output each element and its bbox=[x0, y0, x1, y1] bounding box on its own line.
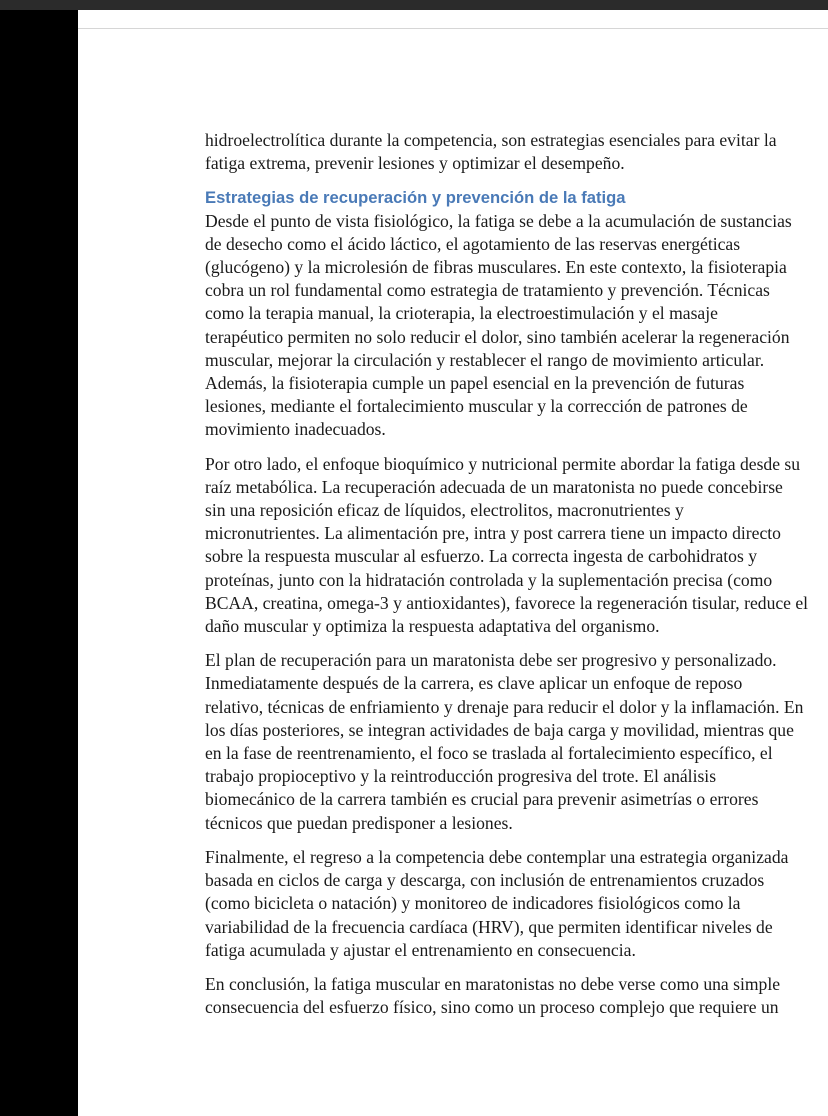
text-line: consecuencia del esfuerzo físico, sino como un proceso complejo que requiere un bbox=[205, 997, 779, 1018]
text-line: En conclusión, la fatiga muscular en maratonistas no debe verse como una simple bbox=[205, 973, 781, 994]
paragraph-physiology bbox=[205, 210, 821, 442]
text-line: muscular, mejorar la circulación y restablecer el rango de movimiento articular. bbox=[205, 349, 765, 370]
text-line: terapéutico permiten no solo reducir el dolor, sino también acelerar la regeneración bbox=[205, 326, 790, 347]
text-line: sobre la respuesta muscular al esfuerzo. La correcta ingesta de carbohidratos y bbox=[205, 546, 758, 567]
paragraph-nutrition bbox=[205, 453, 821, 639]
text-line: Además, la fisioterapia cumple un papel esencial en la prevención de futuras bbox=[205, 373, 745, 394]
document-page bbox=[78, 10, 828, 1116]
document-content bbox=[205, 129, 821, 1030]
text-line: hidroelectrolítica durante la competencia, son estrategias esenciales para evitar la bbox=[205, 130, 777, 150]
text-line: proteínas, junto con la hidratación controlada y la suplementación precisa (como bbox=[205, 569, 773, 590]
text-line: lesiones, mediante el fortalecimiento muscular y la corrección de patrones de bbox=[205, 396, 748, 417]
text-line: Por otro lado, el enfoque bioquímico y nutricional permite abordar la fatiga desde su bbox=[205, 453, 801, 474]
text-line: El plan de recuperación para un maratonista debe ser progresivo y personalizado. bbox=[205, 650, 777, 671]
text-line: como la terapia manual, la crioterapia, la electroestimulación y el masaje bbox=[205, 303, 718, 324]
text-line: técnicos que puedan predisponer a lesiones. bbox=[205, 812, 513, 833]
text-line: de desecho como el ácido láctico, el agotamiento de las reservas energéticas bbox=[205, 233, 741, 254]
text-line: raíz metabólica. La recuperación adecuada de un maratonista no puede concebirse bbox=[205, 476, 783, 497]
paragraph-conclusion bbox=[205, 973, 821, 1019]
paragraph-recovery-plan bbox=[205, 649, 821, 835]
paragraph-return-to-competition bbox=[205, 846, 821, 962]
text-line: trabajo propioceptivo y la reintroducción progresiva del trote. El análisis bbox=[205, 766, 717, 787]
top-bar bbox=[0, 0, 828, 10]
intro-paragraph bbox=[205, 129, 821, 175]
section-heading: Estrategias de recuperación y prevención de la fatiga bbox=[205, 188, 626, 208]
text-line: variabilidad de la frecuencia cardíaca (HRV), que permiten identificar niveles de bbox=[205, 916, 773, 937]
text-line: relativo, técnicas de enfriamiento y drenaje para reducir el dolor y la inflamación. En bbox=[205, 696, 804, 717]
text-line: daño muscular y optimiza la respuesta adaptativa del organismo. bbox=[205, 616, 660, 637]
text-line: movimiento inadecuados. bbox=[205, 419, 386, 440]
text-line: sin una reposición eficaz de líquidos, electrolitos, macronutrientes y bbox=[205, 500, 684, 521]
text-line: Finalmente, el regreso a la competencia debe contemplar una estrategia organizada bbox=[205, 846, 789, 867]
text-line: Inmediatamente después de la carrera, es clave aplicar un enfoque de reposo bbox=[205, 673, 743, 694]
text-line: (glucógeno) y la microlesión de fibras musculares. En este contexto, la fisioterapia bbox=[205, 257, 787, 278]
text-line: fatiga acumulada y ajustar el entrenamiento en consecuencia. bbox=[205, 939, 636, 960]
text-line: los días posteriores, se integran actividades de baja carga y movilidad, mientras que bbox=[205, 719, 794, 740]
text-line: fatiga extrema, prevenir lesiones y optimizar el desempeño. bbox=[205, 153, 625, 174]
text-line: en la fase de reentrenamiento, el foco se traslada al fortalecimiento específico, el bbox=[205, 743, 773, 764]
text-line: (como bicicleta o natación) y monitoreo de indicadores fisiológicos como la bbox=[205, 893, 741, 914]
text-line: BCAA, creatina, omega-3 y antioxidantes), favorece la regeneración tisular, reduce el bbox=[205, 592, 809, 613]
text-line: Desde el punto de vista fisiológico, la fatiga se debe a la acumulación de sustancias bbox=[205, 210, 792, 231]
text-line: cobra un rol fundamental como estrategia de tratamiento y prevención. Técnicas bbox=[205, 280, 770, 301]
page-divider bbox=[78, 28, 828, 29]
text-line: micronutrientes. La alimentación pre, intra y post carrera tiene un impacto directo bbox=[205, 523, 781, 544]
text-line: biomecánico de la carrera también es crucial para prevenir asimetrías o errores bbox=[205, 789, 759, 810]
text-line: basada en ciclos de carga y descarga, con inclusión de entrenamientos cruzados bbox=[205, 870, 765, 891]
